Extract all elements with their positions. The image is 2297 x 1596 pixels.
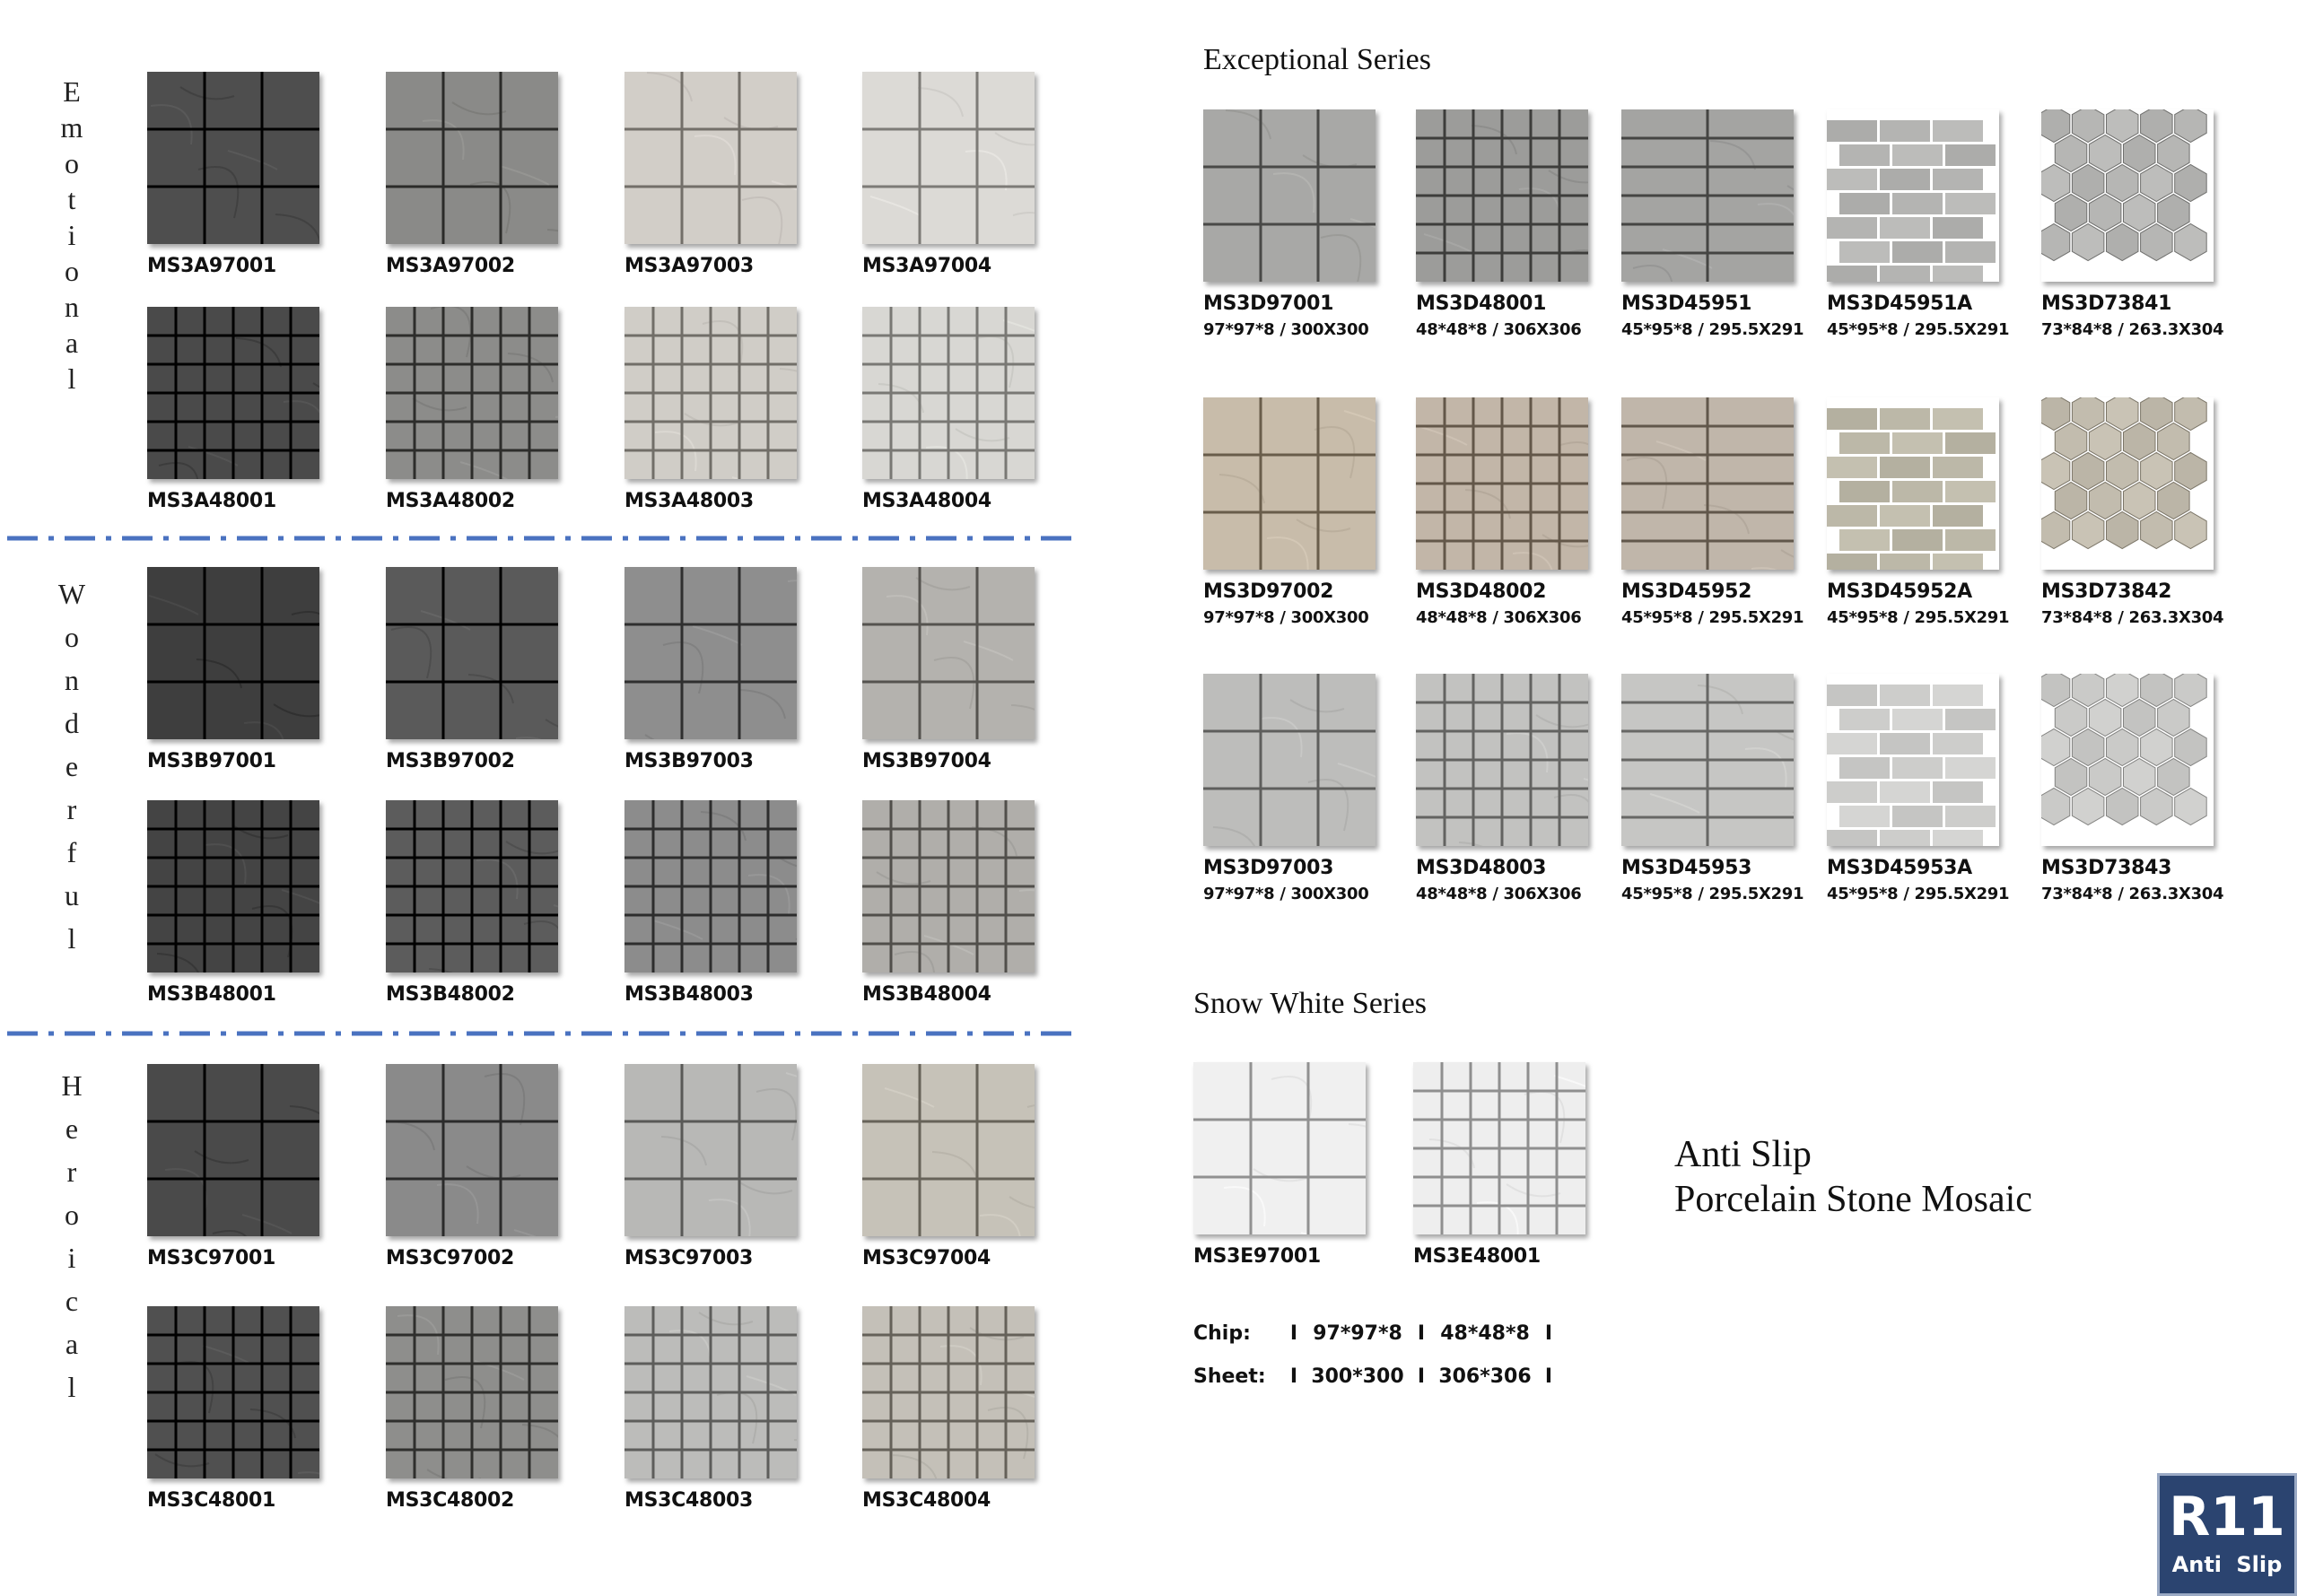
- tile-swatch: [147, 1306, 319, 1478]
- tile-swatch: [624, 307, 797, 479]
- tile-swatch: [386, 800, 558, 972]
- product-code: MS3D73841: [2041, 292, 2172, 315]
- series-letter: o: [65, 1199, 79, 1231]
- tile-swatch: [147, 1064, 319, 1236]
- product-size-spec: 73*84*8 / 263.3X304: [2041, 320, 2224, 339]
- product-size-spec: 45*95*8 / 295.5X291: [1827, 608, 2010, 627]
- tile-swatch: [1203, 397, 1376, 570]
- spec-separator: I: [1544, 1365, 1553, 1388]
- series-letter: i: [67, 1242, 76, 1274]
- product-code: MS3C97003: [624, 1247, 754, 1269]
- product-tile: [386, 800, 558, 1006]
- tile-swatch: [624, 800, 797, 972]
- product-size-spec: 45*95*8 / 295.5X291: [1621, 320, 1804, 339]
- product-tile: [1827, 397, 2009, 627]
- product-code: MS3D97001: [1203, 292, 1334, 315]
- tile-swatch: [1621, 397, 1794, 570]
- tile-swatch: [1621, 109, 1794, 282]
- product-tile: [2041, 109, 2223, 339]
- series-letter: a: [65, 1328, 79, 1360]
- product-code: MS3B48001: [147, 983, 276, 1006]
- tile-swatch: [1416, 674, 1588, 846]
- tile-swatch: [862, 1064, 1035, 1236]
- spec-value: 97*97*8: [1313, 1321, 1402, 1345]
- product-tile: [862, 567, 1035, 772]
- product-tile: [147, 72, 319, 277]
- tile-swatch: [1416, 397, 1588, 570]
- series-letter: l: [67, 922, 76, 955]
- series-letter: W: [57, 578, 86, 610]
- product-code: MS3D97003: [1203, 857, 1334, 879]
- series-letter: E: [63, 75, 81, 108]
- product-tile: [1827, 674, 2009, 903]
- product-tile: [147, 567, 319, 772]
- product-code: MS3D97002: [1203, 580, 1334, 603]
- spec-separator: I: [1289, 1321, 1298, 1345]
- product-tile: [1621, 109, 1804, 339]
- product-code: MS3A48002: [386, 490, 515, 512]
- spec-value: 306*306: [1438, 1365, 1532, 1388]
- tile-swatch: [624, 1064, 797, 1236]
- rating-value: R11: [2169, 1486, 2285, 1548]
- exceptional-series-title: Exceptional Series: [1203, 43, 1431, 76]
- series-label-emotional: [54, 77, 90, 400]
- product-tile: [386, 1306, 558, 1512]
- product-code: MS3D48002: [1416, 580, 1547, 603]
- product-tile: [2041, 674, 2223, 903]
- product-tile: [862, 307, 1035, 512]
- product-code: MS3C97001: [147, 1247, 276, 1269]
- product-size-spec: 45*95*8 / 295.5X291: [1827, 320, 2010, 339]
- spec-label: Chip:: [1193, 1321, 1251, 1345]
- product-code: MS3A48004: [862, 490, 991, 512]
- tile-swatch: [862, 307, 1035, 479]
- spec-value: 300*300: [1311, 1365, 1404, 1388]
- spec-value: 48*48*8: [1440, 1321, 1530, 1345]
- series-letter: u: [65, 879, 79, 911]
- series-letter: n: [65, 664, 79, 696]
- series-letter: o: [65, 147, 79, 179]
- product-size-spec: 97*97*8 / 300X300: [1203, 885, 1369, 903]
- spec-row-chip: [1193, 1312, 1559, 1355]
- product-tile: [1416, 397, 1588, 627]
- product-tile: [624, 567, 797, 772]
- product-size-spec: 97*97*8 / 300X300: [1203, 320, 1369, 339]
- product-code: MS3C97004: [862, 1247, 991, 1269]
- spec-separator: I: [1417, 1365, 1426, 1388]
- product-code: MS3B48002: [386, 983, 515, 1006]
- product-code: MS3C48003: [624, 1489, 754, 1512]
- product-tile: [1416, 109, 1588, 339]
- product-size-spec: 48*48*8 / 306X306: [1416, 320, 1582, 339]
- tile-swatch: [386, 1306, 558, 1478]
- series-letter: e: [65, 1112, 79, 1145]
- product-tile: [386, 307, 558, 512]
- product-tile: [147, 307, 319, 512]
- product-code: MS3B97002: [386, 750, 515, 772]
- series-letter: l: [67, 1371, 76, 1403]
- tile-swatch: [2041, 674, 2214, 846]
- product-tile: [624, 307, 797, 512]
- product-tile: [1193, 1062, 1366, 1268]
- product-size-spec: 45*95*8 / 295.5X291: [1621, 608, 1804, 627]
- product-code: MS3C97002: [386, 1247, 515, 1269]
- tile-swatch: [862, 1306, 1035, 1478]
- series-letter: t: [67, 183, 76, 215]
- tile-swatch: [1203, 674, 1376, 846]
- product-size-spec: 48*48*8 / 306X306: [1416, 885, 1582, 903]
- product-tile: [624, 800, 797, 1006]
- spec-separator: I: [1417, 1321, 1426, 1345]
- tile-swatch: [1416, 109, 1588, 282]
- product-code: MS3E48001: [1413, 1245, 1541, 1268]
- series-letter: n: [65, 291, 79, 323]
- product-code: MS3D48003: [1416, 857, 1547, 879]
- tile-swatch: [386, 72, 558, 244]
- series-letter: o: [65, 621, 79, 653]
- tile-swatch: [624, 1306, 797, 1478]
- tile-swatch: [1827, 109, 1999, 282]
- product-tile: [1621, 674, 1804, 903]
- product-tile: [1621, 397, 1804, 627]
- product-tile: [624, 1064, 797, 1269]
- tile-swatch: [386, 567, 558, 739]
- product-size-spec: 45*95*8 / 295.5X291: [1827, 885, 2010, 903]
- series-letter: r: [66, 793, 77, 825]
- product-size-spec: 73*84*8 / 263.3X304: [2041, 608, 2224, 627]
- product-tile: [2041, 397, 2223, 627]
- series-letter: a: [65, 327, 79, 359]
- product-tile: [386, 72, 558, 277]
- size-spec-table: [1193, 1312, 1559, 1398]
- series-label-wonderful: [54, 580, 90, 967]
- series-letter: H: [61, 1069, 83, 1102]
- product-code: MS3A97002: [386, 255, 515, 277]
- tile-swatch: [862, 72, 1035, 244]
- product-tile: [624, 72, 797, 277]
- tile-swatch: [386, 1064, 558, 1236]
- product-code: MS3D45953A: [1827, 857, 1972, 879]
- product-code: MS3B48003: [624, 983, 754, 1006]
- series-label-heroical: [54, 1071, 90, 1416]
- series-letter: d: [65, 707, 79, 739]
- spec-separator: I: [1544, 1321, 1553, 1345]
- product-code: MS3A97003: [624, 255, 754, 277]
- series-letter: o: [65, 255, 79, 287]
- product-code: MS3B48004: [862, 983, 991, 1006]
- product-size-spec: 45*95*8 / 295.5X291: [1621, 885, 1804, 903]
- product-tile: [862, 1064, 1035, 1269]
- product-tile: [1203, 109, 1376, 339]
- rating-label: Anti Slip: [2171, 1552, 2283, 1577]
- series-divider: [7, 536, 1077, 541]
- product-tile: [1413, 1062, 1585, 1268]
- product-size-spec: 97*97*8 / 300X300: [1203, 608, 1369, 627]
- headline-line-1: Anti Slip: [1674, 1134, 1812, 1175]
- tile-swatch: [862, 567, 1035, 739]
- product-size-spec: 73*84*8 / 263.3X304: [2041, 885, 2224, 903]
- product-code: MS3D45952A: [1827, 580, 1972, 603]
- spec-separator: I: [1289, 1365, 1298, 1388]
- tile-swatch: [1827, 674, 1999, 846]
- series-divider: [7, 1031, 1077, 1036]
- product-code: MS3A48003: [624, 490, 754, 512]
- tile-swatch: [147, 567, 319, 739]
- product-tile: [147, 1064, 319, 1269]
- series-letter: m: [60, 111, 83, 144]
- product-code: MS3D45951: [1621, 292, 1752, 315]
- product-tile: [862, 1306, 1035, 1512]
- product-code: MS3A97004: [862, 255, 991, 277]
- product-code: MS3C48002: [386, 1489, 515, 1512]
- product-code: MS3B97001: [147, 750, 276, 772]
- product-code: MS3C48001: [147, 1489, 276, 1512]
- tile-swatch: [1827, 397, 1999, 570]
- tile-swatch: [147, 72, 319, 244]
- product-tile: [147, 1306, 319, 1512]
- spec-label: Sheet:: [1193, 1365, 1266, 1388]
- tile-swatch: [624, 567, 797, 739]
- product-headline: [1674, 1132, 2032, 1222]
- series-letter: c: [65, 1285, 79, 1317]
- product-code: MS3E97001: [1193, 1245, 1321, 1268]
- tile-swatch: [147, 800, 319, 972]
- product-tile: [1827, 109, 2009, 339]
- series-letter: r: [66, 1156, 77, 1188]
- product-tile: [862, 800, 1035, 1006]
- product-code: MS3D48001: [1416, 292, 1547, 315]
- tile-swatch: [1193, 1062, 1366, 1234]
- product-code: MS3B97004: [862, 750, 991, 772]
- product-code: MS3D45952: [1621, 580, 1752, 603]
- tile-swatch: [1413, 1062, 1585, 1234]
- anti-slip-rating-badge: [2157, 1473, 2297, 1596]
- product-tile: [1203, 674, 1376, 903]
- product-code: MS3D73842: [2041, 580, 2172, 603]
- product-tile: [386, 567, 558, 772]
- snow-white-series-title: Snow White Series: [1193, 987, 1428, 1020]
- tile-swatch: [624, 72, 797, 244]
- product-tile: [862, 72, 1035, 277]
- tile-swatch: [2041, 397, 2214, 570]
- tile-swatch: [1621, 674, 1794, 846]
- tile-swatch: [2041, 109, 2214, 282]
- product-code: MS3A97001: [147, 255, 276, 277]
- product-code: MS3B97003: [624, 750, 754, 772]
- product-tile: [1203, 397, 1376, 627]
- headline-line-2: Porcelain Stone Mosaic: [1674, 1179, 2032, 1220]
- tile-swatch: [147, 307, 319, 479]
- series-letter: i: [67, 219, 76, 251]
- tile-swatch: [386, 307, 558, 479]
- product-code: MS3D45953: [1621, 857, 1752, 879]
- product-code: MS3A48001: [147, 490, 276, 512]
- product-code: MS3D73843: [2041, 857, 2172, 879]
- spec-row-sheet: [1193, 1355, 1559, 1398]
- product-code: MS3D45951A: [1827, 292, 1972, 315]
- series-letter: l: [67, 362, 76, 395]
- product-tile: [386, 1064, 558, 1269]
- product-tile: [1416, 674, 1588, 903]
- tile-swatch: [862, 800, 1035, 972]
- series-letter: f: [66, 836, 77, 868]
- tile-swatch: [1203, 109, 1376, 282]
- product-tile: [147, 800, 319, 1006]
- product-tile: [624, 1306, 797, 1512]
- product-code: MS3C48004: [862, 1489, 991, 1512]
- product-size-spec: 48*48*8 / 306X306: [1416, 608, 1582, 627]
- series-letter: e: [65, 750, 79, 782]
